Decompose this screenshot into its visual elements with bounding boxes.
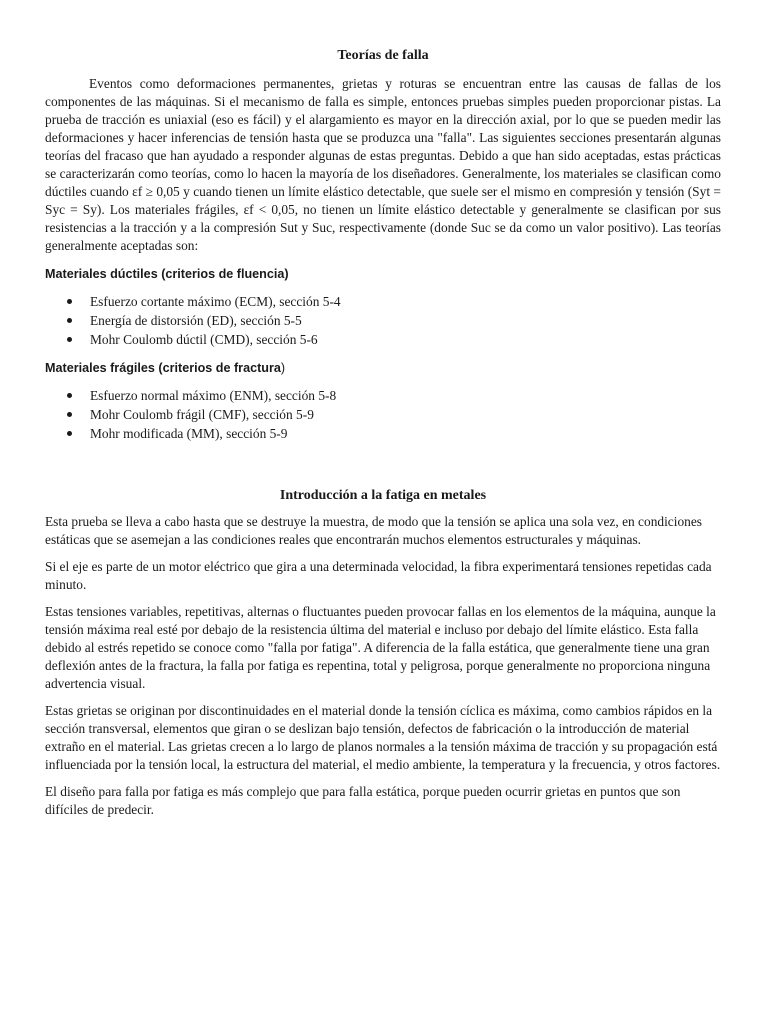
list-item <box>45 405 721 424</box>
fatigue-paragraph: Esta prueba se lleva a cabo hasta que se destruye la muestra, de modo que la tensión se aplica una sola vez, en condiciones estáticas que se asemejan a las condiciones reales que encontrarán muchos elementos estructurales y máquinas. <box>45 514 703 547</box>
list-item-text: Mohr Coulomb frágil (CMF), sección 5-9 <box>90 407 314 422</box>
bullet-icon <box>67 431 72 436</box>
bullet-icon <box>67 337 72 342</box>
fatigue-paragraph: El diseño para falla por fatiga es más complejo que para falla estática, porque pueden ocurrir grietas en puntos que son difíciles de predecir. <box>45 784 681 817</box>
bullet-icon <box>67 412 72 417</box>
section-title-failure-theories: Teorías de falla <box>337 48 429 63</box>
section-title-fatigue: Introducción a la fatiga en metales <box>279 488 487 503</box>
list-item <box>45 311 721 330</box>
list-item-text: Energía de distorsión (ED), sección 5-5 <box>90 313 302 328</box>
brittle-heading-text: Materiales frágiles (criterios de fractura <box>45 361 281 375</box>
fatigue-paragraph: Estas tensiones variables, repetitivas, alternas o fluctuantes pueden provocar fallas en los elementos de la máquina, aunque la tensión máxima real esté por debajo de la resistencia última del material e incluso por debajo del límite elástico. Esta falla debido al estrés repetido se conoce como "falla por fatiga". A diferencia de la falla estática, que generalmente tiene una gran deflexión antes de la fractura, la falla por fatiga es repentina, total y peligrosa, porque generalmente no proporciona ninguna advertencia visual. <box>45 604 716 691</box>
brittle-heading-close: ) <box>280 361 286 375</box>
list-item <box>45 292 721 311</box>
document-page <box>45 46 721 828</box>
fatigue-paragraph: Estas grietas se originan por discontinuidades en el material donde la tensión cíclica es máxima, como cambios rápidos en la sección transversal, elementos que giran o se deslizan bajo tensión, defectos de fabricación o la introducción de material extraño en el material. Las grietas crecen a lo largo de planos normales a la tensión máxima de tracción y su propagación está influenciada por la tensión local, la estructura del material, el medio ambiente, la temperatura y la frecuencia, y otros factores. <box>45 703 721 772</box>
list-item-text: Mohr modificada (MM), sección 5-9 <box>90 426 288 441</box>
fatigue-section <box>45 486 721 819</box>
list-item <box>45 424 721 443</box>
list-item-text: Esfuerzo cortante máximo (ECM), sección 5-4 <box>90 294 341 309</box>
list-item <box>45 330 721 349</box>
brittle-criteria-list <box>45 386 721 443</box>
brittle-materials-heading <box>45 359 721 377</box>
list-item <box>45 386 721 405</box>
bullet-icon <box>67 299 72 304</box>
ductile-heading-text: Materiales dúctiles (criterios de fluencia) <box>45 267 289 281</box>
intro-paragraph: Eventos como deformaciones permanentes, grietas y roturas se encuentran entre las causas de fallas de los componentes de las máquinas. Si el mecanismo de falla es simple, entonces pruebas simples pueden proporcionar pistas. La prueba de tracción es uniaxial (eso es fácil) y el alargamiento es mayor en la dirección axial, por lo que se pueden medir las deformaciones y hacer inferencias de tensión hasta que se produzca una "falla". Las siguientes secciones presentarán algunas teorías del fracaso que han ayudado a responder algunas de estas preguntas. Debido a que han sido aceptadas, estas prácticas se caracterizarán como teorías, como lo hacen la mayoría de los diseñadores. Generalmente, los materiales se clasifican como dúctiles cuando εf ≥ 0,05 y cuando tienen un límite elástico detectable, que suele ser el mismo en compresión y tensión (Syt = Syc = Sy). Los materiales frágiles, εf < 0,05, no tienen un límite elástico detectable y generalmente se clasifican por sus resistencias a la tracción y a la compresión Sut y Suc, respectivamente (donde Suc se da como un valor positivo). Las teorías generalmente aceptadas son: <box>45 76 721 253</box>
fatigue-paragraph: Si el eje es parte de un motor eléctrico que gira a una determinada velocidad, la fibra experimentará tensiones repetidas cada minuto. <box>45 559 712 592</box>
list-item-text: Mohr Coulomb dúctil (CMD), sección 5-6 <box>90 332 318 347</box>
bullet-icon <box>67 318 72 323</box>
bullet-icon <box>67 393 72 398</box>
list-item-text: Esfuerzo normal máximo (ENM), sección 5-8 <box>90 388 337 403</box>
ductile-criteria-list <box>45 292 721 349</box>
ductile-materials-heading <box>45 265 721 283</box>
